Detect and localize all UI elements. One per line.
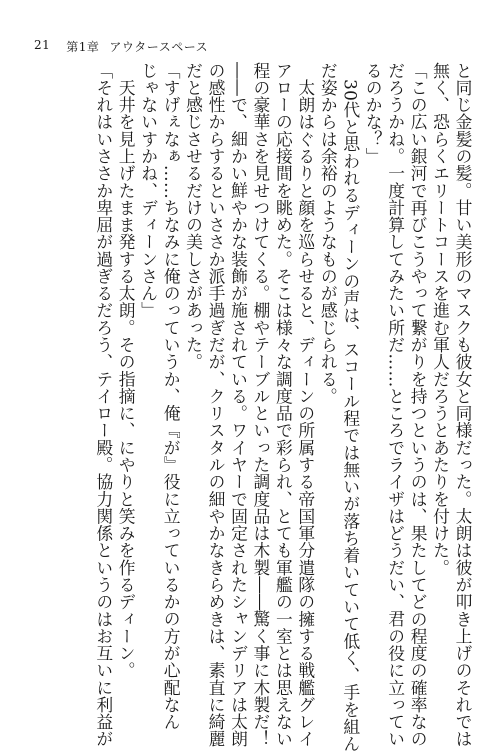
text-line: アローの応接間を眺めた。そこは様々な調度品で彩られ、とても軍艦の一室とは思えない bbox=[273, 62, 294, 748]
text-line: ――で、細かい鮮やかな装飾が施されている。ワイヤーで固定されたシャンデリアは太朗 bbox=[228, 62, 249, 748]
vertical-text-body bbox=[92, 62, 474, 753]
text-line: だろうかね。一度計算してみたい所だ……ところでライザはどうだい、君の役に立ってい bbox=[385, 62, 406, 748]
text-line: 「すげぇなぁ……ちなみに俺のっていうか、俺『が』役に立っているかの方が心配なん bbox=[161, 62, 182, 731]
text-line: 30代と思われるディーンの声は、スコール程では無いが落ち着いていて低く、手を組ん bbox=[340, 62, 361, 753]
text-line: 「それはいささか卑屈が過ぎるだろう、テイロー殿。協力関係というのはお互いに利益が bbox=[93, 62, 114, 748]
chapter-title: アウタースペース bbox=[109, 40, 209, 54]
text-line: 程の豪華さを見せつけてくる。棚やテーブルといった調度品は木製――驚く事に木製だ！ bbox=[250, 62, 271, 748]
text-line: 太朗はぐるりと顔を巡らせると、ディーンの所属する帝国軍分遣隊の擁する戦艦グレイ bbox=[295, 62, 316, 748]
text-line: るのかな？」 bbox=[363, 62, 384, 165]
text-line: 天井を見上げたまま発する太朗。その指摘に、にやりと笑みを作るディーン。 bbox=[116, 62, 137, 680]
text-line: だ姿からは余裕のようなものが感じられる。 bbox=[318, 62, 339, 405]
text-line: だと感じさせるだけの美しさがあった。 bbox=[183, 62, 204, 371]
running-header bbox=[34, 38, 208, 55]
chapter-heading bbox=[66, 38, 208, 55]
page-number: 21 bbox=[34, 38, 51, 52]
chapter-number: 第1章 bbox=[66, 40, 100, 54]
text-line: と同じ金髪の髪。甘い美形のマスクも彼女と同様だった。太朗は彼が叩き上げのそれでは bbox=[453, 62, 473, 748]
text-line: じゃないすかね、ディーンさん」 bbox=[138, 62, 159, 320]
text-line: の感性からするといささか派手過ぎだが、クリスタルの細やかなきらめきは、素直に綺麗 bbox=[206, 62, 227, 748]
text-line: 無く、恐らくエリートコースを進む軍人だろうとあたりを付けた。 bbox=[430, 62, 451, 577]
text-line: 「この広い銀河で再びこうやって繋がりを持つというのは、果たしてどの程度の確率なの bbox=[408, 62, 429, 748]
